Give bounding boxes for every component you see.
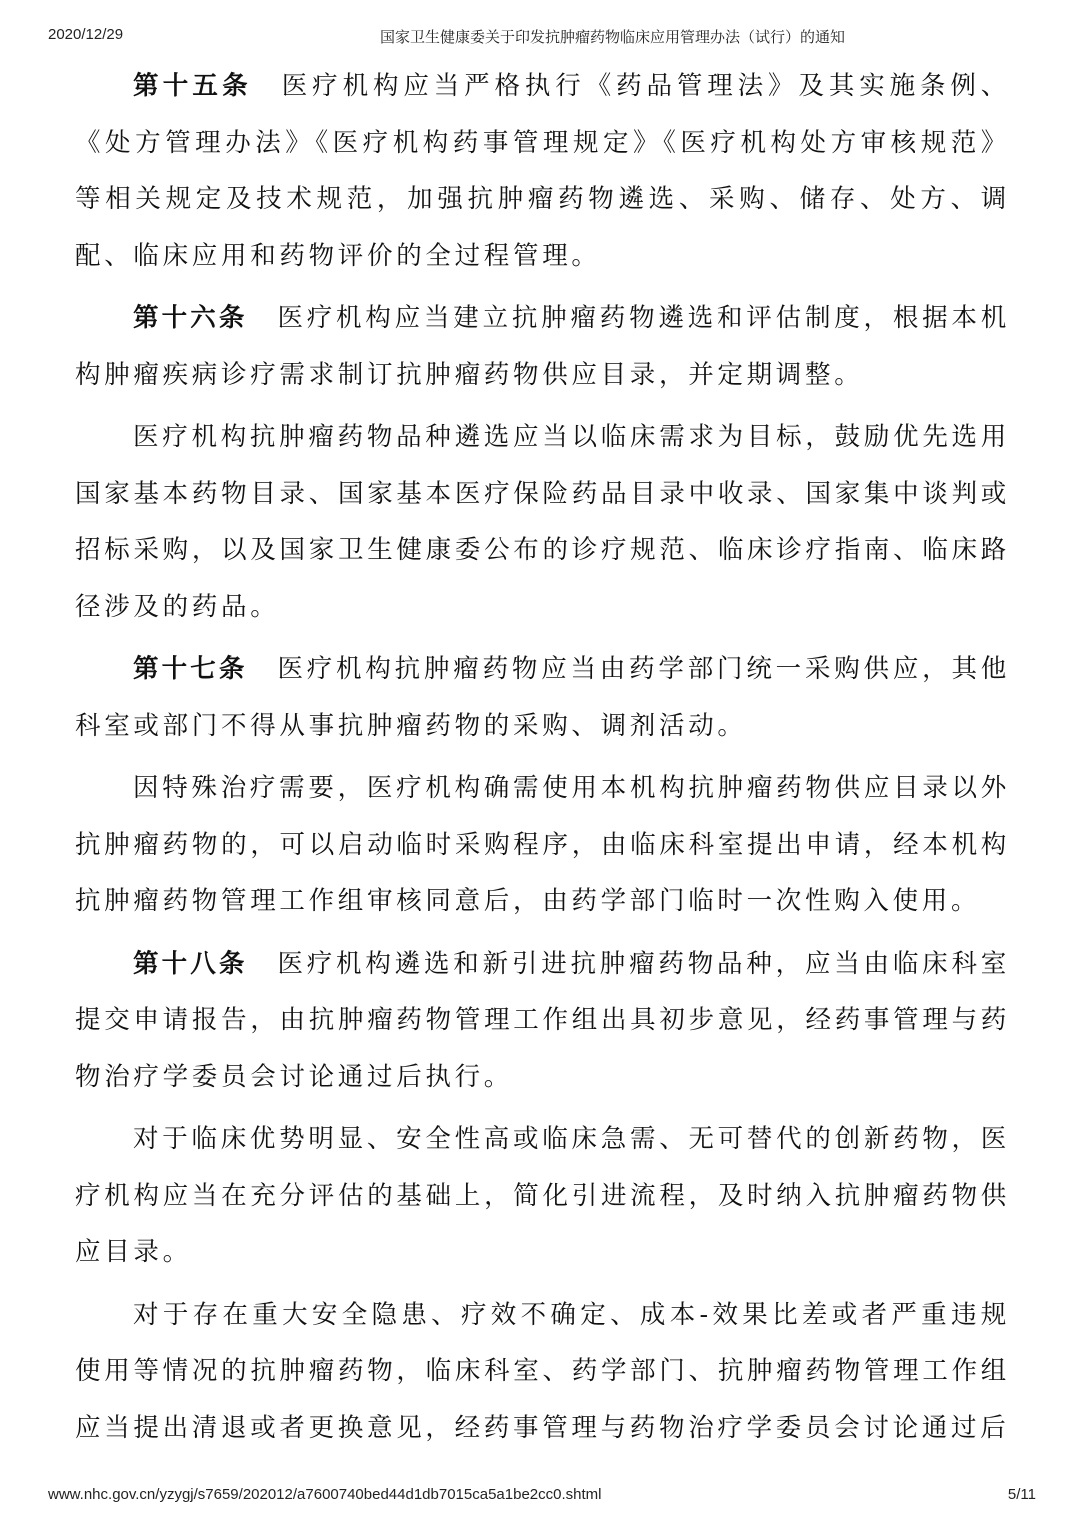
article-label: 第十六条 [133, 303, 248, 333]
article-18-subparagraph-2 [75, 1287, 1010, 1457]
document-body [75, 58, 1010, 1462]
paragraph-text: 因特殊治疗需要，医疗机构确需使用本机构抗肿瘤药物供应目录以外抗肿瘤药物的，可以启动临时采购程序，由临床科室提出申请，经本机构抗肿瘤药物管理工作组审核同意后，由药学部门临时一次性购入使用。 [75, 773, 1010, 916]
paragraph-text: 医疗机构应当建立抗肿瘤药物遴选和评估制度，根据本机构肿瘤疾病诊疗需求制订抗肿瘤药物供应目录，并定期调整。 [75, 303, 1010, 390]
article-label: 第十五条 [133, 71, 252, 101]
paragraph-text: 医疗机构抗肿瘤药物品种遴选应当以临床需求为目标，鼓励优先选用国家基本药物目录、国家基本医疗保险药品目录中收录、国家集中谈判或招标采购，以及国家卫生健康委公布的诊疗规范、临床诊疗指南、临床路径涉及的药品。 [75, 422, 1010, 622]
article-18-paragraph [75, 936, 1010, 1106]
article-16-paragraph [75, 290, 1010, 403]
document-title: 国家卫生健康委关于印发抗肿瘤药物临床应用管理办法（试行）的通知 [380, 28, 846, 46]
page-url: www.nhc.gov.cn/yzygj/s7659/202012/a7600740bed44d1db7015ca5a1be2cc0.shtml [48, 1486, 602, 1503]
article-label: 第十八条 [133, 948, 248, 979]
paragraph-text: 医疗机构应当严格执行《药品管理法》及其实施条例、《处方管理办法》《医疗机构药事管理规定》《医疗机构处方审核规范》等相关规定及技术规范，加强抗肿瘤药物遴选、采购、储存、处方、调配、临床应用和药物评价的全过程管理。 [75, 71, 1010, 271]
paragraph-text: 医疗机构抗肿瘤药物应当由药学部门统一采购供应，其他科室或部门不得从事抗肿瘤药物的采购、调剂活动。 [75, 654, 1010, 741]
article-label: 第十七条 [133, 654, 248, 684]
article-17-subparagraph [75, 760, 1010, 930]
paragraph-text: 对于存在重大安全隐患、疗效不确定、成本-效果比差或者严重违规使用等情况的抗肿瘤药物，临床科室、药学部门、抗肿瘤药物管理工作组应当提出清退或者更换意见，经药事管理与药物治疗学委员会讨论通过后 [75, 1299, 1010, 1443]
article-16-subparagraph [75, 409, 1010, 635]
page-number: 5/11 [1007, 1486, 1036, 1503]
paragraph-text: 对于临床优势明显、安全性高或临床急需、无可替代的创新药物，医疗机构应当在充分评估的基础上，简化引进流程，及时纳入抗肿瘤药物供应目录。 [75, 1124, 1010, 1267]
article-18-subparagraph-1 [75, 1111, 1010, 1281]
print-date: 2020/12/29 [48, 26, 124, 43]
article-17-paragraph [75, 641, 1010, 754]
article-15-paragraph [75, 58, 1010, 284]
paragraph-text: 医疗机构遴选和新引进抗肿瘤药物品种，应当由临床科室提交申请报告，由抗肿瘤药物管理工作组出具初步意见，经药事管理与药物治疗学委员会讨论通过后执行。 [75, 948, 1010, 1092]
